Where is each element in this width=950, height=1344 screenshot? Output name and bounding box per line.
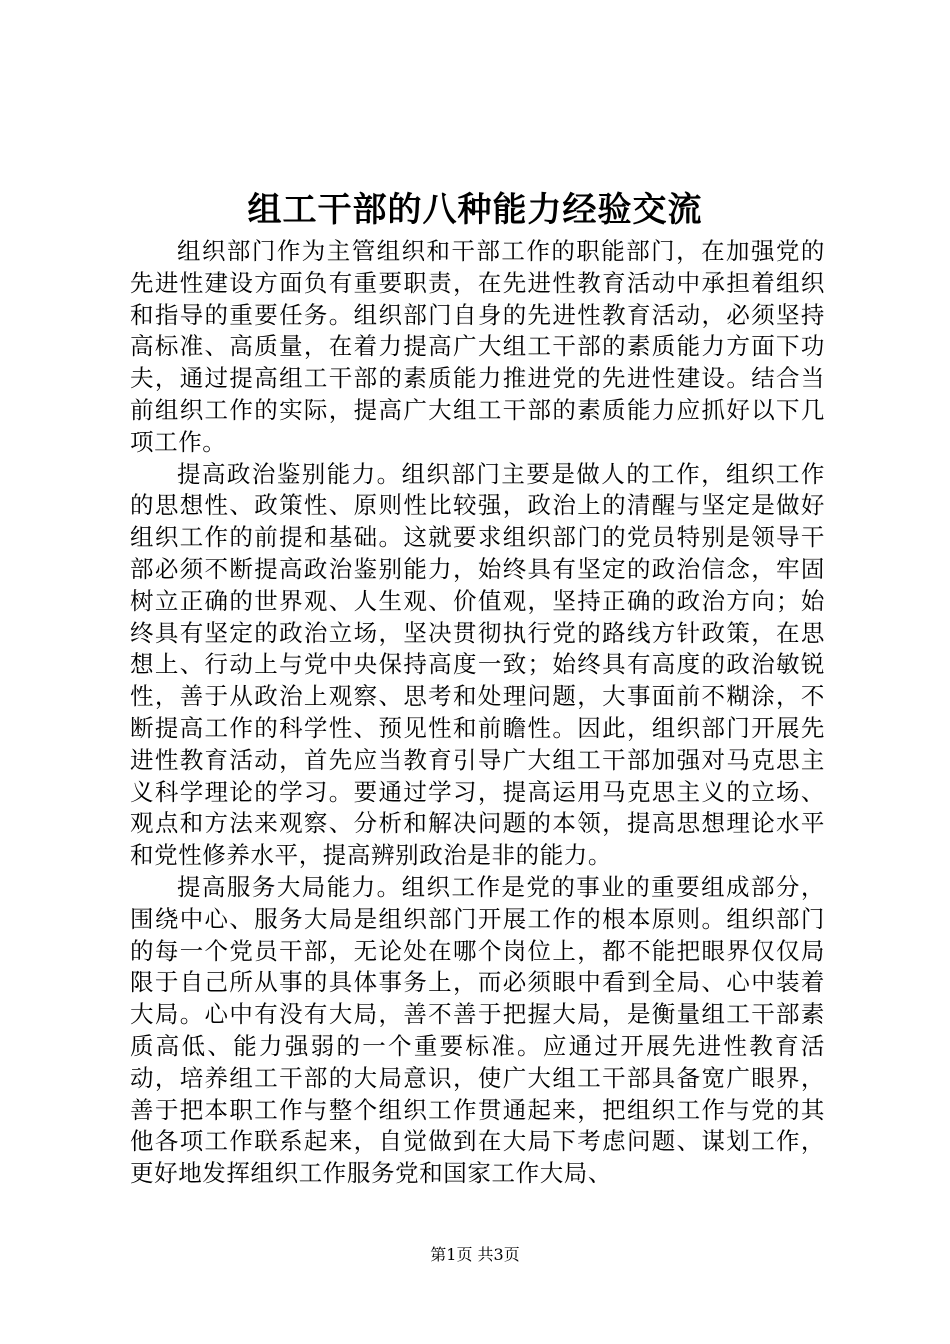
paragraph-serve-overall: 提高服务大局能力。组织工作是党的事业的重要组成部分，围绕中心、服务大局是组织部门开展工作的根本原则。组织部门的每一个党员干部，无论处在哪个岗位上，都不能把眼界仅仅局限于自己所从事的具体事务上，而必须眼中看到全局、心中装着大局。心中有没有大局，善不善于把握大局，是衡量组工干部素质高低、能力强弱的一个重要标准。应通过开展先进性教育活动，培养组工干部的大局意识，使广大组工干部具备宽广眼界，善于把本职工作与整个组织工作贯通起来，把组织工作与党的其他各项工作联系起来，自觉做到在大局下考虑问题、谋划工作，更好地发挥组织工作服务党和国家工作大局、 — [130, 872, 825, 1188]
document-title: 组工干部的八种能力经验交流 — [247, 190, 703, 230]
paragraph-political-discernment: 提高政治鉴别能力。组织部门主要是做人的工作，组织工作的思想性、政策性、原则性比较强，政治上的清醒与坚定是做好组织工作的前提和基础。这就要求组织部门的党员特别是领导干部必须不断提高政治鉴别能力，始终具有坚定的政治信念，牢固树立正确的世界观、人生观、价值观，坚持正确的政治方向；始终具有坚定的政治立场，坚决贯彻执行党的路线方针政策，在思想上、行动上与党中央保持高度一致；始终具有高度的政治敏锐性，善于从政治上观察、思考和处理问题，大事面前不糊涂，不断提高工作的科学性、预见性和前瞻性。因此，组织部门开展先进性教育活动，首先应当教育引导广大组工干部加强对马克思主义科学理论的学习。要通过学习，提高运用马克思主义的立场、观点和方法来观察、分析和解决问题的本领，提高思想理论水平和党性修养水平，提高辨别政治是非的能力。 — [130, 459, 825, 870]
document-body — [130, 236, 825, 1190]
page-number-footer: 第1页 共3页 — [430, 1245, 520, 1264]
paragraph-intro: 组织部门作为主管组织和干部工作的职能部门，在加强党的先进性建设方面负有重要职责，在先进性教育活动中承担着组织和指导的重要任务。组织部门自身的先进性教育活动，必须坚持高标准、高质量，在着力提高广大组工干部的素质能力方面下功夫，通过提高组工干部的素质能力推进党的先进性建设。结合当前组织工作的实际，提高广大组工干部的素质能力应抓好以下几项工作。 — [130, 237, 825, 456]
